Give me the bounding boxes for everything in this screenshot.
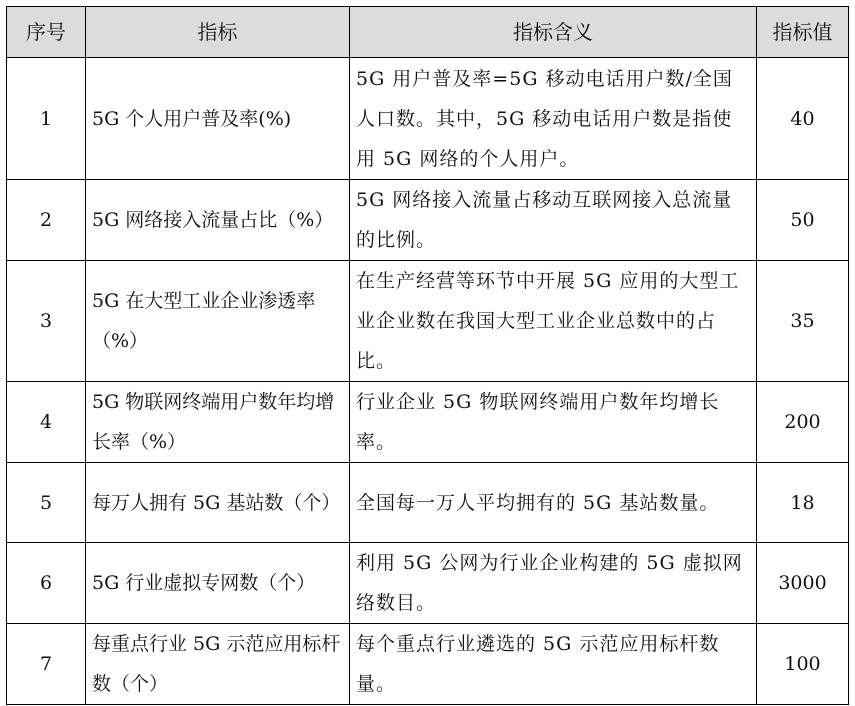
header-meaning: 指标含义 xyxy=(350,7,757,58)
indicator-name: 5G 行业虚拟专网数（个） xyxy=(86,543,350,624)
indicator-meaning: 行业企业 5G 物联网终端用户数年均增长率。 xyxy=(350,382,757,463)
row-number: 1 xyxy=(7,58,86,180)
indicator-name: 每万人拥有 5G 基站数（个） xyxy=(86,463,350,543)
header-no: 序号 xyxy=(7,7,86,58)
header-row xyxy=(7,7,849,58)
indicator-name: 每重点行业 5G 示范应用标杆数（个） xyxy=(86,624,350,705)
indicator-name: 5G 在大型工业企业渗透率（%） xyxy=(86,261,350,382)
header-indicator: 指标 xyxy=(86,7,350,58)
indicator-table xyxy=(6,6,849,705)
indicator-meaning: 5G 网络接入流量占移动互联网接入总流量的比例。 xyxy=(350,180,757,261)
table-row xyxy=(7,624,849,705)
row-number: 3 xyxy=(7,261,86,382)
table-row xyxy=(7,463,849,543)
table-row xyxy=(7,58,849,180)
indicator-meaning: 在生产经营等环节中开展 5G 应用的大型工业企业数在我国大型工业企业总数中的占比。 xyxy=(350,261,757,382)
indicator-value: 18 xyxy=(757,463,849,543)
indicator-name: 5G 个人用户普及率(%) xyxy=(86,58,350,180)
row-number: 4 xyxy=(7,382,86,463)
table-row xyxy=(7,180,849,261)
indicator-meaning: 利用 5G 公网为行业企业构建的 5G 虚拟网络数目。 xyxy=(350,543,757,624)
indicator-meaning: 5G 用户普及率=5G 移动电话用户数/全国人口数。其中，5G 移动电话用户数是指使用 5G 网络的个人用户。 xyxy=(350,58,757,180)
indicator-name: 5G 物联网终端用户数年均增长率（%） xyxy=(86,382,350,463)
row-number: 6 xyxy=(7,543,86,624)
indicator-value: 35 xyxy=(757,261,849,382)
indicator-value: 50 xyxy=(757,180,849,261)
header-value: 指标值 xyxy=(757,7,849,58)
table-row xyxy=(7,382,849,463)
indicator-value: 100 xyxy=(757,624,849,705)
row-number: 7 xyxy=(7,624,86,705)
row-number: 5 xyxy=(7,463,86,543)
indicator-name: 5G 网络接入流量占比（%） xyxy=(86,180,350,261)
indicator-meaning: 全国每一万人平均拥有的 5G 基站数量。 xyxy=(350,463,757,543)
row-number: 2 xyxy=(7,180,86,261)
indicator-value: 3000 xyxy=(757,543,849,624)
indicator-meaning: 每个重点行业遴选的 5G 示范应用标杆数量。 xyxy=(350,624,757,705)
indicator-value: 200 xyxy=(757,382,849,463)
indicator-value: 40 xyxy=(757,58,849,180)
table-row xyxy=(7,261,849,382)
table-row xyxy=(7,543,849,624)
